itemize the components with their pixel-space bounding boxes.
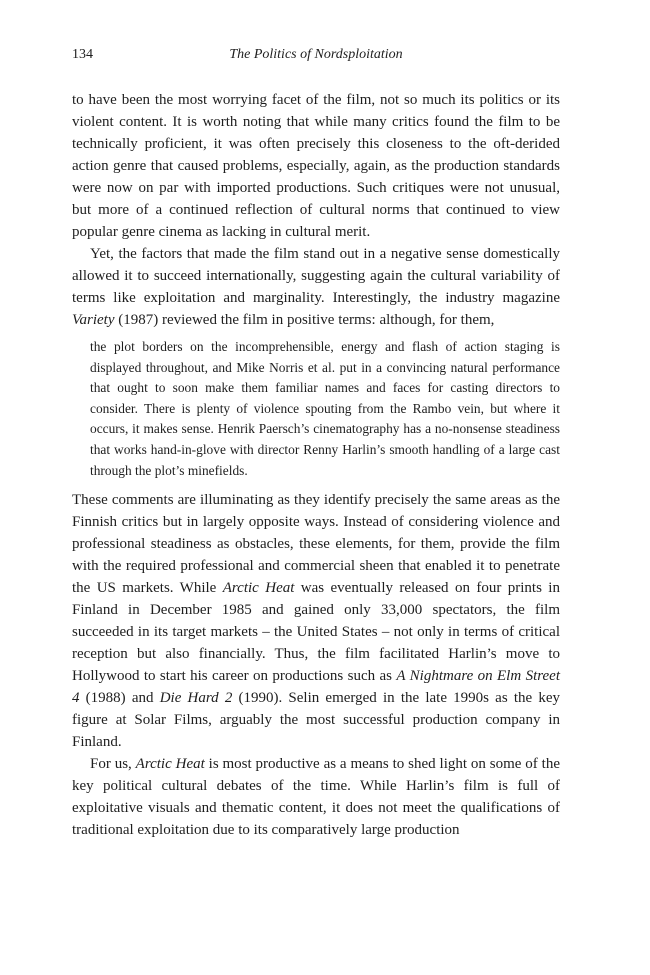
paragraph-4 bbox=[72, 753, 560, 841]
paragraph-2 bbox=[72, 243, 560, 331]
page-header bbox=[72, 45, 560, 65]
variety-title: Variety bbox=[72, 312, 115, 328]
paragraph-3-text-a: These comments are illuminating as they identify precisely the same areas as the Finnish critics but in largely opposite ways. Instead of considering violence and professional steadiness as obstacles, these elements, for them, provide the film with the required professional and commercial sheen that enabled it to penetrate the US markets. While bbox=[72, 492, 560, 597]
running-title: The Politics of Nordsploitation bbox=[229, 47, 403, 62]
film-title-arctic-heat: Arctic Heat bbox=[222, 580, 295, 597]
paragraph-3-text-c: was eventually released on four prints in Finland in December 1985 and gained only 33,000 spectators, the film succeeded in its target markets – the United States – not only in terms of critical reception but also financially. Thus, the film facilitated Harlin’s move to Hollywood to start his career on productions such as bbox=[72, 580, 560, 685]
paragraph-4-text-a: For us, bbox=[90, 756, 136, 773]
film-title-die-hard: Die Hard 2 bbox=[159, 690, 233, 707]
paragraph-3-text-g: (1990). Selin emerged in the late 1990s as the key figure at Solar Films, arguably the most successful production company in Finland. bbox=[72, 690, 560, 751]
paragraph-2-text-a: Yet, the factors that made the film stand out in a negative sense domestically allowed it to succeed internationally, suggesting again the cultural variability of terms like exploitation and marginality. Interestingly, the industry magazine bbox=[72, 246, 560, 306]
paragraph-1: to have been the most worrying facet of the film, not so much its politics or its violent content. It is worth noting that while many critics found the film to be technically proficient, it was often precisely this closeness to the oft-derided action genre that caused problems, especially, again, as the production standards were now on par with imported productions. Such critiques were not unusual, but more of a continued reflection of cultural norms that continued to view popular genre cinema as lacking in cultural merit. bbox=[72, 92, 560, 240]
paragraph-2-text-c: (1987) reviewed the film in positive terms: although, for them, bbox=[114, 312, 495, 328]
paragraph-4-text-c: is most productive as a means to shed light on some of the key political cultural debates of the time. While Harlin’s film is full of exploitative visuals and thematic content, it does not meet the qualifications of traditional exploitation due to its comparatively large production bbox=[72, 756, 560, 839]
film-title-nightmare: A Nightmare on Elm Street 4 bbox=[72, 668, 560, 707]
page-body bbox=[72, 89, 560, 841]
film-title-arctic-heat-2: Arctic Heat bbox=[135, 756, 205, 773]
paragraph-3 bbox=[72, 489, 560, 753]
page-number: 134 bbox=[72, 47, 93, 62]
paragraph-3-text-e: (1988) and bbox=[79, 690, 160, 707]
block-quote: the plot borders on the incomprehensible, energy and flash of action staging is displayed throughout, and Mike Norris et al. put in a convincing natural performance that ought to soon make them familiar names and faces for casting directors to consider. There is plenty of violence spouting from the Rambo vein, but where it occurs, it makes sense. Henrik Paersch’s cinematography has a no-nonsense steadiness that works hand-in-glove with director Renny Harlin’s smooth handling of a large cast through the plot’s minefields. bbox=[90, 339, 560, 478]
